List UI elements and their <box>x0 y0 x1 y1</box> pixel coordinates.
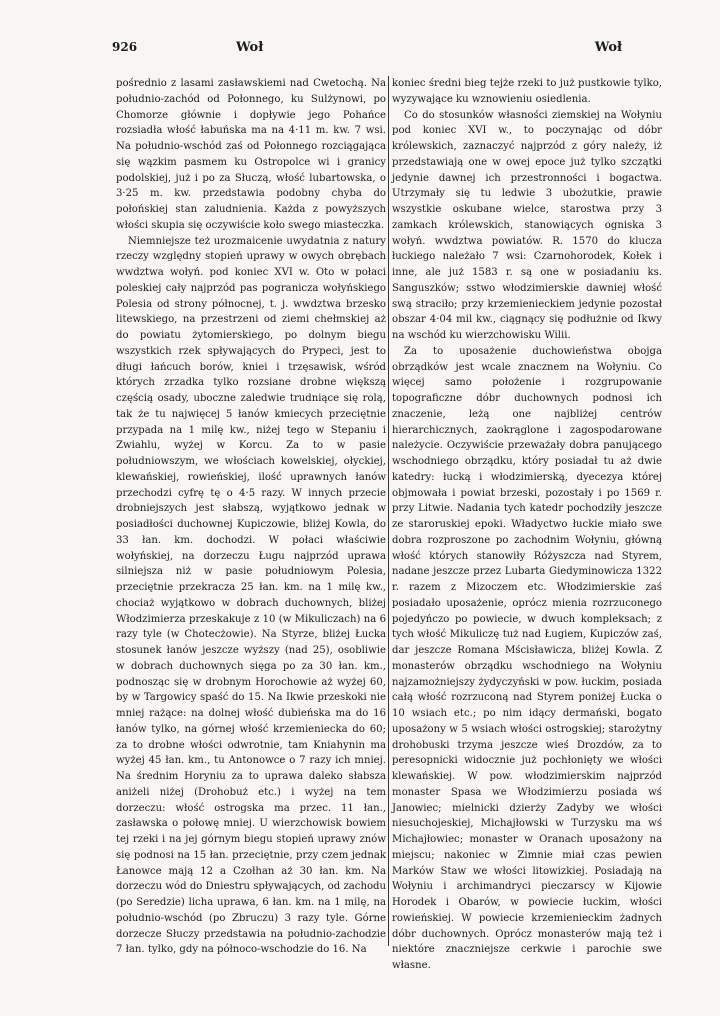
right-column <box>392 76 662 974</box>
paragraph: Co do stosunków własności ziemskiej na Wołyniu pod koniec XVI w., to poczynając od dóbr królewskich, zaznaczyć najprzód z góry należy, iż przedstawiają one w owej epoce już tylko szczątki jedynie dawnej ich przestronności i bogactwa. Utrzymały się tu ledwie 3 ubożutkie, prawie wszystkie oskubane wielce, starostwa przy 3 zamkach królewskich, stanowiących ogniska 3 wołyń. wwdztwa powiatów. R. 1570 do klucza łuckiego należało 7 wsi: Czarnohorodek, Kołek i inne, ale już 1583 r. są one w posiadaniu ks. Sanguszków; sstwo włodzimierskie dawniej włość swą straciło; przy krzemienieckiem jedynie pozostał obszar 4·04 mil kw., ciągnący się podłużnie od Ikwy na wschód ku wierzchowisku Wilii. <box>392 109 662 341</box>
page-number: 926 <box>112 40 138 54</box>
paragraph: Niemniejsze też urozmaicenie uwydatnia z natury rzeczy względny stopień uprawy w owych obrębach wwdztwa wołyń. pod koniec XVI w. Oto w połaci poleskiej cały najprzód pas pogranicza wołyńskiego Polesia od strony północnej, t. j. wwdztwa brzesko litewskiego, na przestrzeni od ziemi chełmskiej aż do powiatu żytomierskiego, po dolnym biegu wszystkich rzek spływających do Prypeci, jest to długi łańcuch borów, kniei i trzęsawisk, wśród których zrzadka tylko rozsiane drobne większą częścią osady, uboczne zaledwie trudniące się rolą, tak że tu najwięcej 5 łanów kmiecych przeciętnie przypada na 1 milę kw., niżej tego w Stepaniu i Zwiahlu, wyżej w Korcu. Za to w pasie południowszym, we włościach kowelskiej, ołyckiej, klewańskiej, rowieńskiej, ilość uprawnych łanów przechodzi cyfrę tę o 4·5 razy. W innych przecie drobniejszych jest słabszą, wyjątkowo jednak w posiadłości duchownej Kupiczowie, bliżej Kowla, do 33 łan. km. dochodzi. W połaci właściwie wołyńskiej, na dorzeczu Ługu najprzód uprawa silniejsza niż w pasie południowym Polesia, przeciętnie przekracza 25 łan. km. na 1 milę kw., chociaż wyjątkowo w dobrach duchownych, bliżej Włodzimierza przeskakuje z 10 (w Mikuliczach) na 6 razy tyle (w Chotecżowie). Na Styrze, bliżej Łucka stosunek łanów jeszcze wyższy (nad 25), osobliwie w dobrach duchownych sięga po za 30 łan. km., podnosząc się w drobnym Horochowie aż wyżej 60, by w Targowicy spaść do 15. Na Ikwie przeskoki nie mniej rażące: na dolnej włość dubieńska ma do 16 łanów tylko, na górnej włość krzemieniecka do 60; za to drobne włości odwrotnie, tam Kniahynin ma wyżej 45 łan. km., tu Antonowce o 7 razy ich mniej. Na średnim Horyniu za to uprawa daleko słabsza aniżeli niżej (Drohobuż etc.) i wyżej na tem dorzeczu: włość ostrogska ma przec. 11 łan., zasławska o połowę mniej. U wierzchowisk bowiem tej rzeki i na jej górnym biegu stopień uprawy znów się podnosi na 15 łan. przeciętnie, przy czem jednak Łanowce mają 12 a Czołhan aż 30 łan. km. Na dorzeczu wód do Dniestru spływających, od zachodu (po Seredzie) licha uprawa, 6 łan. km. na 1 milę, na południo-wschód (po Zbruczu) 3 razy tyle. Górne dorzecze Słuczy przedstawia na południo-zachodzie 7 łan. tylko, gdy na północo-wschodzie do 16. Na <box>116 235 386 956</box>
left-running-head: Woł <box>236 40 264 55</box>
paragraph: pośrednio z lasami zasławskiemi nad Cwetochą. Na południo-zachód od Połonnego, ku Sulżynowi, po Chomorze głównie i dopływie jego Pohańce rozsiadła włość łabuńska ma na 4·11 m. kw. 7 wsi. Na południo-wschód zaś od Połonnego rozciągająca się wązkim pasmem ku Ostropolce wi i granicy podolskiej, już i po za Słuczą, włość lubartowska, o 3·25 m. kw. przedstawia podobny chyba do połońskiej stan zaludnienia. Każda z powyższych włości skupia się oczywiście koło swego miasteczka. <box>116 78 386 231</box>
right-running-head: Woł <box>594 40 622 55</box>
page-header <box>112 40 622 60</box>
paragraph: koniec średni bieg tejże rzeki to już pustkowie tylko, wyzywające ku wznowieniu osiedlenia. <box>392 78 662 105</box>
left-column <box>116 76 386 958</box>
column-divider <box>388 76 389 946</box>
paragraph: Za to uposażenie duchowieństwa obojga obrządków jest wcale znacznem na Wołyniu. Co więcej samo położenie i rozgrupowanie topograficzne dóbr duchownych podnosi ich znaczenie, leżą one najbliżej centrów hierarchicznych, zaokrąglone i zagospodarowane należycie. Oczywiście przeważały dobra panującego wschodniego obrządku, który posiadał tu aż dwie katedry: łucką i włodzimierską, dyecezya której objmowała i powiat brzeski, pozostały i po 1569 r. przy Litwie. Nadania tych katedr pochodziły jeszcze ze staroruskiej epoki. Władyctwo łuckie miało swe dobra rozproszone po zachodnim Wołyniu, główną włość których stanowiły Różyszcza nad Styrem, nadane jeszcze przez Lubarta Giedyminowicza 1322 r. razem z Mizoczem etc. Włodzimierskie zaś posiadało uposażenie, oprócz mienia rozrzuconego pojedyńczo po powiecie, w dwuch kompleksach; z tych włość Mikuliczę tuż nad Ługiem, Kupiczów zaś, dar jeszcze Romana Mścisławicza, bliżej Kowla. Z monasterów obrządku wschodniego na Wołyniu najzamożniejszy żydyczyński w pow. łuckim, posiada całą włość rozrzuconą nad Styrem poniżej Łucka o 10 wsiach etc.; po nim idący dermański, bogato uposażony w 5 wsiach włości ostrogskiej; starożytny drohobuski trzyma jeszcze wieś Drozdów, za to peresopnicki widocznie już pochłonięty we włości klewańskiej. W pow. włodzimierskim najprzód monaster Spasa we Włodzimierzu posiada wś Janowiec; mielnicki dzierży Zadyby we włości niesuchojeskiej, Michajłowski w Turzysku ma wś Michajłowiec; monaster w Oranach uposażony na miejscu; nakoniec w Zimnie miał czas pewien Marków Staw we włości litowizkiej. Posiadają na Wołyniu i archimandryci pieczarscy w Kijowie Horodek i Obarów, w powiecie łuckim, włości rowieńskiej. W powiecie krzemienieckim żadnych dóbr duchownych. Oprócz monasterów mają też i niektóre znaczniejsze cerkwie i parochie swe własne. <box>392 345 662 971</box>
